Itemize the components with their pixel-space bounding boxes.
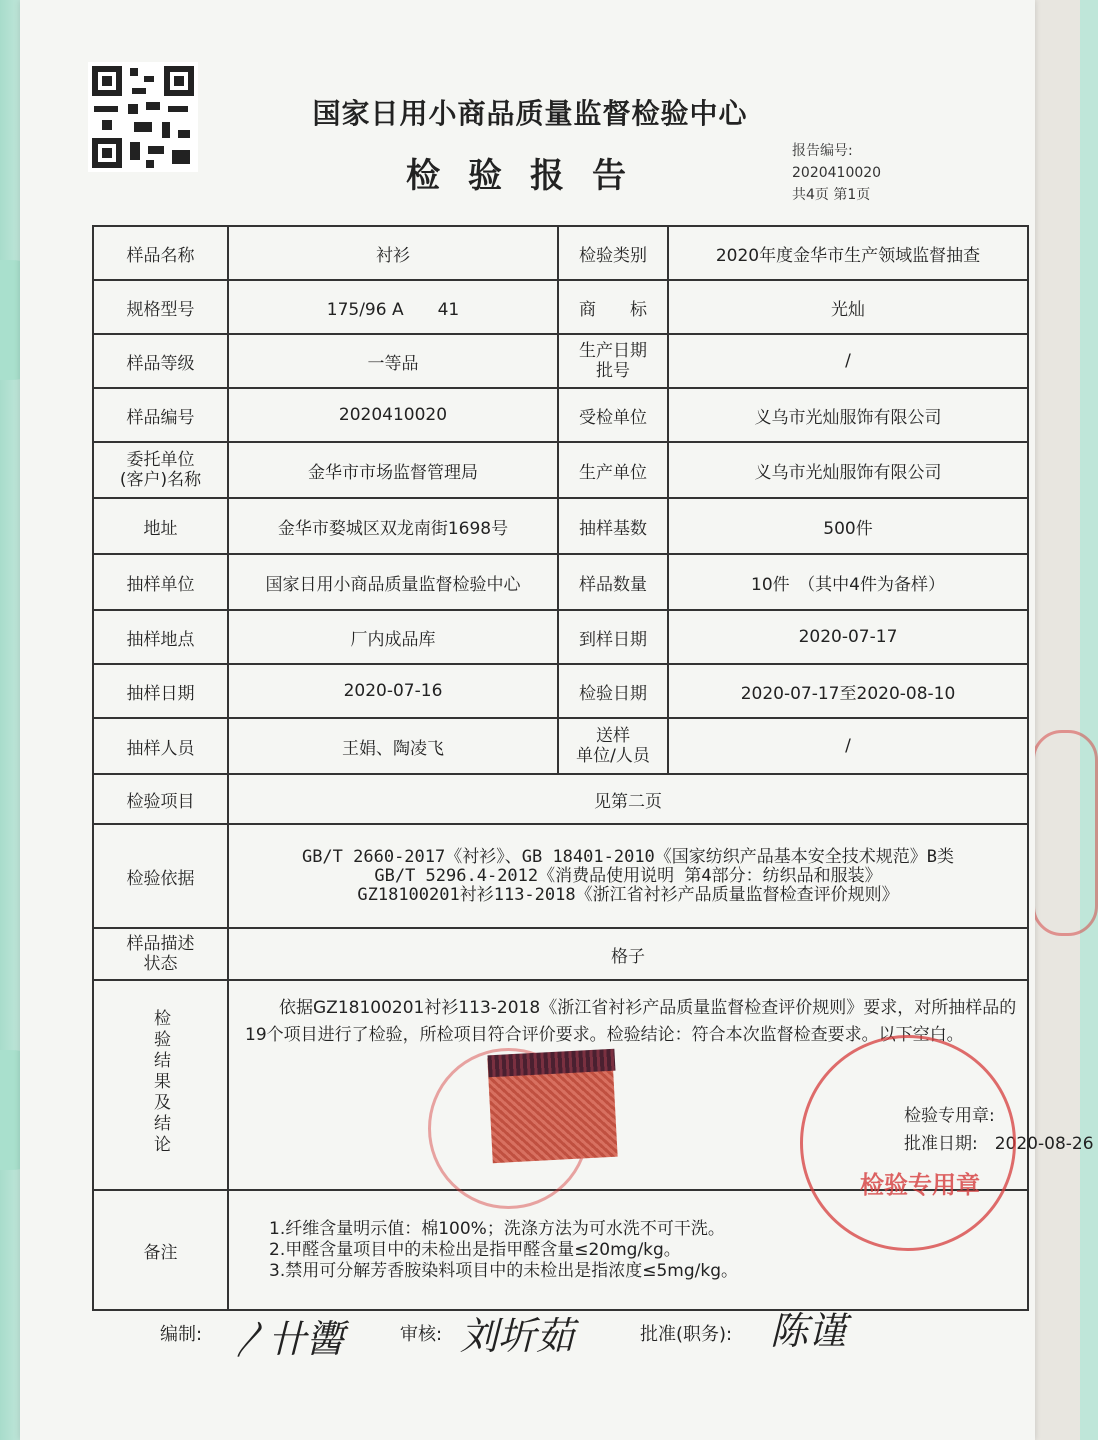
report-number: 2020410020 [792,165,882,181]
table-row [93,718,1028,774]
table-row [93,498,1028,554]
cell-label: 受检单位 [558,388,668,442]
conclusion-text: 依据GZ18100201衬衫113-2018《浙江省衬衫产品质量监督检查评价规则》要求，对所抽样品的19个项目进行了检验，所检项目符合评价要求。检验结论：符合本次监督检查要求。以下空白。 [245,998,1017,1045]
approver-signature: 陈谨 [770,1309,847,1353]
basis-line: GZ18100201衬衫113-2018《浙江省衬衫产品质量监督检查评价规则》 [357,884,899,905]
cell-label: 检验日期 [558,664,668,718]
table-row [93,928,1028,980]
cell-value: 2020-07-16 [228,664,558,718]
reviewer-signature: 刘圻茹 [460,1314,575,1358]
conclusion-label: 检验结果及结论 [150,1009,170,1156]
compiler-signature: 〳卄䤔 [230,1317,345,1361]
approve-date: 批准日期: 2020-08-26 [904,1134,1094,1154]
cell-label: 检验类别 [558,226,668,280]
cell-value: 2020410020 [228,388,558,442]
cell-value: 国家日用小商品质量监督检验中心 [228,554,558,610]
cell-label [93,980,228,1190]
table-row [93,334,1028,388]
cell-value: 王娟、陶凌飞 [228,718,558,774]
cell-value: 衬衫 [228,226,558,280]
remark-line: 2.甲醛含量项目中的未检出是指甲醛含量≤20mg/kg。 [269,1239,681,1260]
cell-value: 10件 （其中4件为备样） [668,554,1028,610]
table-row [93,664,1028,718]
cell-label: 检验项目 [93,774,228,824]
report-number-block [792,140,881,206]
cell-value: / [668,718,1028,774]
qr-code-icon [88,62,198,172]
cell-value: 金华市婺城区双龙南街1698号 [228,498,558,554]
compiler-label: 编制: [160,1324,203,1345]
cell-value: 义乌市光灿服饰有限公司 [668,442,1028,498]
table-row [93,280,1028,334]
cell-value: 见第二页 [228,774,1028,824]
cell-value: 一等品 [228,334,558,388]
stamp-label: 检验专用章: [904,1106,995,1126]
cell-label: 样品数量 [558,554,668,610]
remark-line: 3.禁用可分解芳香胺染料项目中的未检出是指浓度≤5mg/kg。 [269,1260,738,1281]
basis-line: GB/T 5296.4-2012《消费品使用说明 第4部分：纺织品和服装》 [374,865,882,886]
cell-value: 义乌市光灿服饰有限公司 [668,388,1028,442]
cell-value: 光灿 [668,280,1028,334]
cell-label: 到样日期 [558,610,668,664]
reviewer-label: 审核: [400,1324,443,1345]
cell-value: 2020-07-17至2020-08-10 [668,664,1028,718]
cell-label: 商 标 [558,280,668,334]
table-row [93,442,1028,498]
cell-label: 生产日期 批号 [558,334,668,388]
org-title: 国家日用小商品质量监督检验中心 [312,97,748,130]
cell-value: 2020年度金华市生产领域监督抽查 [668,226,1028,280]
cell-value: 厂内成品库 [228,610,558,664]
approver-label: 批准(职务): [640,1324,733,1345]
cell-label: 样品等级 [93,334,228,388]
cell-label: 抽样人员 [93,718,228,774]
cell-label: 样品编号 [93,388,228,442]
cell-label: 生产单位 [558,442,668,498]
table-row [93,610,1028,664]
cell-label: 抽样日期 [93,664,228,718]
cell-label: 抽样地点 [93,610,228,664]
cell-label: 检验依据 [93,824,228,928]
cell-label: 样品名称 [93,226,228,280]
background-wall [1035,0,1080,1440]
cell-label: 送样 单位/人员 [558,718,668,774]
cell-label: 抽样单位 [93,554,228,610]
report-title: 检验报告 [406,156,654,196]
cell-label: 抽样基数 [558,498,668,554]
page-count: 共4页 第1页 [792,187,871,203]
cell-value: 金华市市场监督管理局 [228,442,558,498]
seal-text: 检验专用章 [860,1171,980,1199]
basis-line: GB/T 2660-2017《衬衫》、GB 18401-2010《国家纺织产品基本安全技术规范》B类 [301,846,955,867]
remark-line: 1.纤维含量明示值：棉100%；洗涤方法为可水洗不可干洗。 [269,1218,725,1239]
table-row [93,226,1028,280]
cell-value: 格子 [228,928,1028,980]
side-stamp [1032,730,1098,936]
cell-value: / [668,334,1028,388]
cell-label: 备注 [93,1190,228,1310]
table-row [93,824,1028,928]
table-row [93,554,1028,610]
cell-value [228,824,1028,928]
cell-value: 2020-07-17 [668,610,1028,664]
report-number-label: 报告编号: [792,143,853,159]
cell-label: 地址 [93,498,228,554]
cell-value: 175/96 A 41 [228,280,558,334]
table-row [93,388,1028,442]
table-row [93,774,1028,824]
cell-value: 500件 [668,498,1028,554]
cell-label: 样品描述 状态 [93,928,228,980]
cell-label: 规格型号 [93,280,228,334]
inspection-seal [800,1035,1016,1251]
cell-label: 委托单位 (客户)名称 [93,442,228,498]
